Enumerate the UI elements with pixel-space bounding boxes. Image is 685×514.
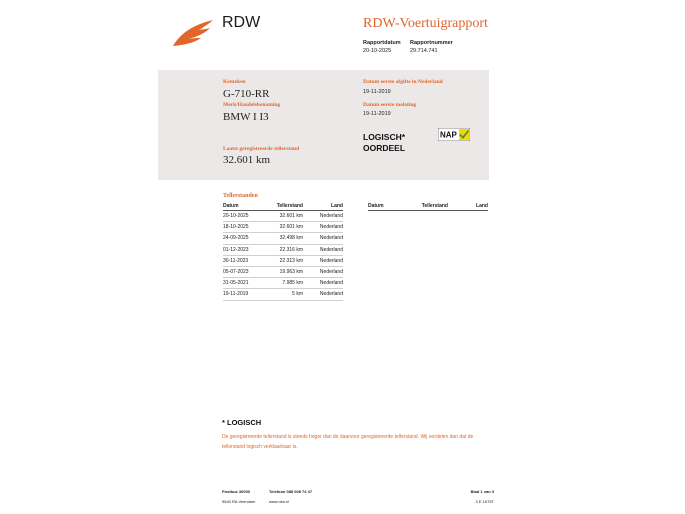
col-datum: Datum bbox=[223, 201, 261, 211]
cell-datum: 24-09-2025 bbox=[223, 233, 261, 244]
afgifte-label: Datum eerste afgifte in Nederland bbox=[363, 79, 443, 85]
footnote-text: De geregistreerde tellerstand is steeds hoger dan de daarvoor geregistreerde tellerstand. Wij oordelen dan dat de tellerstand logisch verklaarbaar is. bbox=[222, 434, 474, 450]
merk-label: Merk/Handelsbenaming bbox=[223, 102, 281, 108]
kenteken-label: Kenteken bbox=[223, 79, 246, 85]
table-row bbox=[223, 278, 343, 289]
rapportnummer-value: 29.714.741 bbox=[410, 48, 438, 54]
table-header-row bbox=[368, 201, 488, 211]
footer-postbus: Postbus 30000 bbox=[222, 489, 251, 494]
tellerstand-value: 32.601 km bbox=[223, 154, 271, 166]
cell-land: Nederland bbox=[303, 255, 343, 266]
table-row bbox=[223, 222, 343, 233]
cell-tellerstand: 7.985 km bbox=[261, 278, 303, 289]
nap-text: NAP bbox=[440, 130, 457, 140]
footer-postcode: 9640 RA Veendam bbox=[222, 499, 256, 504]
footnote-title: * LOGISCH bbox=[222, 418, 262, 427]
col-tellerstand: Tellerstand bbox=[406, 201, 448, 211]
footer-page: Blad 1 van 3 bbox=[470, 489, 494, 494]
col-tellerstand: Tellerstand bbox=[261, 201, 303, 211]
tellerstanden-title: Tellerstanden bbox=[223, 193, 258, 199]
cell-datum: 20-10-2025 bbox=[223, 211, 261, 222]
cell-datum: 31-05-2021 bbox=[223, 278, 261, 289]
cell-land: Nederland bbox=[303, 244, 343, 255]
table-row bbox=[223, 266, 343, 277]
vehicle-summary-panel bbox=[158, 70, 489, 180]
kenteken-value: G-710-RR bbox=[223, 88, 270, 100]
oordeel-line2: OORDEEL bbox=[363, 143, 406, 153]
col-datum: Datum bbox=[368, 201, 406, 211]
cell-datum: 01-12-2023 bbox=[223, 244, 261, 255]
cell-tellerstand: 32.498 km bbox=[261, 233, 303, 244]
table-row bbox=[223, 211, 343, 222]
cell-land: Nederland bbox=[303, 266, 343, 277]
brand-name: RDW bbox=[222, 14, 261, 31]
table-header-row bbox=[223, 201, 343, 211]
afgifte-value: 19-11-2019 bbox=[363, 89, 391, 95]
table-row bbox=[223, 289, 343, 300]
cell-tellerstand: 22.316 km bbox=[261, 244, 303, 255]
cell-datum: 19-11-2019 bbox=[223, 289, 261, 300]
report-title: RDW-Voertuigrapport bbox=[363, 16, 488, 31]
cell-tellerstand: 32.601 km bbox=[261, 211, 303, 222]
table-row bbox=[223, 233, 343, 244]
cell-land: Nederland bbox=[303, 211, 343, 222]
cell-datum: 18-10-2025 bbox=[223, 222, 261, 233]
rapportdatum-label: Rapportdatum bbox=[363, 40, 401, 46]
merk-value: BMW I I3 bbox=[223, 111, 269, 123]
rapportdatum-value: 20-10-2025 bbox=[363, 48, 392, 54]
cell-land: Nederland bbox=[303, 233, 343, 244]
cell-land: Nederland bbox=[303, 289, 343, 300]
cell-tellerstand: 5 km bbox=[261, 289, 303, 300]
toelating-label: Datum eerste toelating bbox=[363, 102, 417, 108]
rapportnummer-label: Rapportnummer bbox=[410, 40, 453, 46]
nap-check-icon bbox=[438, 128, 470, 141]
tellerstanden-table-continued bbox=[368, 201, 488, 211]
footer-code: 3 E 1675T bbox=[475, 499, 494, 504]
tellerstand-label: Laatst geregistreerde tellerstand bbox=[223, 146, 300, 152]
oordeel-line1: LOGISCH* bbox=[363, 132, 406, 142]
oordeel-status bbox=[363, 132, 405, 154]
col-land: Land bbox=[303, 201, 343, 211]
rdw-logo-icon bbox=[172, 18, 214, 48]
cell-land: Nederland bbox=[303, 278, 343, 289]
cell-tellerstand: 32.601 km bbox=[261, 222, 303, 233]
cell-tellerstand: 19.963 km bbox=[261, 266, 303, 277]
cell-datum: 30-11-2023 bbox=[223, 255, 261, 266]
cell-tellerstand: 22.313 km bbox=[261, 255, 303, 266]
col-land: Land bbox=[448, 201, 488, 211]
table-row bbox=[223, 255, 343, 266]
table-row bbox=[223, 244, 343, 255]
tellerstanden-table bbox=[223, 201, 343, 301]
toelating-value: 19-11-2019 bbox=[363, 111, 391, 117]
cell-datum: 05-07-2023 bbox=[223, 266, 261, 277]
footer-telefoon: Telefoon 088 008 74 47 bbox=[269, 489, 313, 494]
footer-website[interactable]: www.rdw.nl bbox=[269, 499, 290, 504]
cell-land: Nederland bbox=[303, 222, 343, 233]
